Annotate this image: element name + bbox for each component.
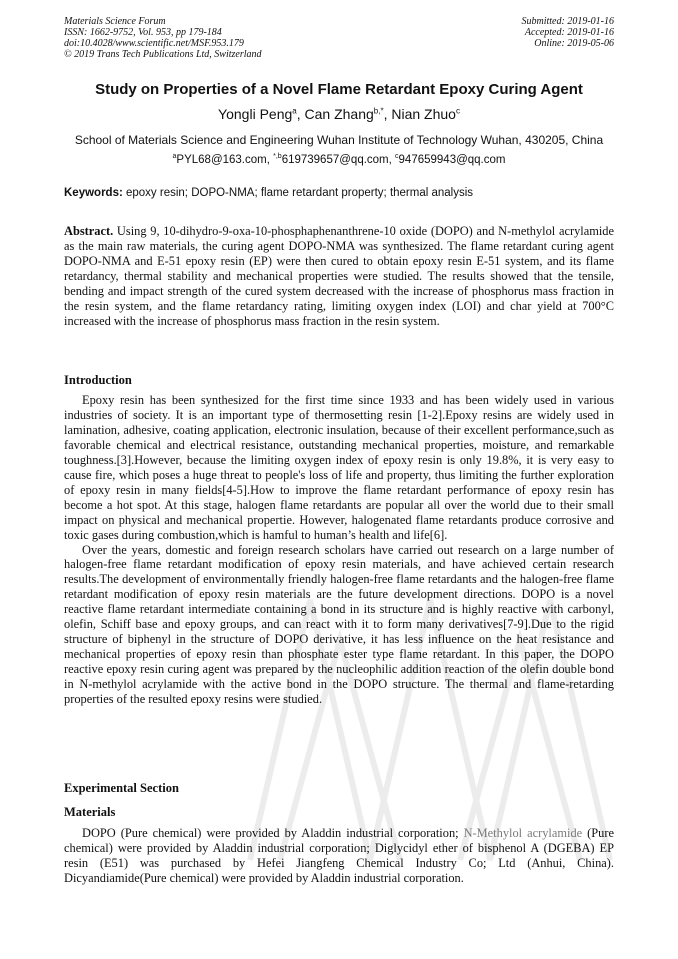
email-list xyxy=(40,153,638,166)
author-name: Yongli Peng xyxy=(218,106,293,122)
accepted-date: Accepted: 2019-01-16 xyxy=(524,27,614,38)
author-superscript: b,* xyxy=(373,106,384,116)
email-superscript: c xyxy=(395,153,399,160)
introduction-body xyxy=(64,393,614,707)
highlighted-term: N-Methylol acrylamide xyxy=(463,826,583,840)
abstract-label: Abstract. xyxy=(64,224,114,238)
materials-text: DOPO (Pure chemical) were provided by Aladdin industrial corporation; xyxy=(82,826,464,840)
email-link[interactable]: PYL68@163.com xyxy=(176,153,267,166)
author-name: Can Zhang xyxy=(304,106,374,122)
introduction-heading: Introduction xyxy=(64,373,132,387)
journal-header-left xyxy=(64,16,262,60)
materials-text: (Pure chemical) were provided by Aladdin industrial corporation; Diglycidyl ether of bisphenol A (DGEBA) EP resin (E51) was purchased by Hefei Jiangfeng Chemical Industry Co; Ltd (Anhui, China). Dicyandiamide(Pure chemical) were provided by Aladdin industrial corporation. xyxy=(64,826,615,885)
email-superscript: a xyxy=(172,153,177,160)
paragraph: Over the years, domestic and foreign research scholars have carried out research on a large number of halogen-free flame retardant modification of epoxy resin materials, and have achieved certain research results.The development of environmentally friendly halogen-free flame retardants and the halogen-free flame retardant modification of epoxy resin materials are the future development directions. DOPO is a novel reactive flame retardant intermediate containing a bond in its structure and is highly reactive with carbonyl, olefin, Schiff base and epoxy groups, and can react with it to form many derivatives[7-9].Due to the rigid structure of biphenyl in the structure of DOPO derivative, it has less influence on the heat resistance and mechanical properties of epoxy resin than phosphate ester type flame retardant. In this paper, the DOPO reactive epoxy resin curing agent was prepared by the nucleophilic addition reaction of the olefin double bond in N-methylol acrylamide with the active bond in the DOPO structure. The thermal and flame-retarding properties of the resulted epoxy resins were studied. xyxy=(64,542,614,707)
paper-title: Study on Properties of a Novel Flame Retardant Epoxy Curing Agent xyxy=(95,81,583,98)
online-date: Online: 2019-05-06 xyxy=(534,38,614,49)
author-superscript: c xyxy=(455,106,460,116)
paragraph: Epoxy resin has been synthesized for the first time since 1933 and has been widely used in various industries of society. It is an important type of thermosetting resin [1-2].Epoxy resins are widely used in lamination, adhesive, coating application, electronic insulation, because of their excellent performance,such as favorable chemical and electrical resistance, outstanding mechanical properties, moisture, and remarkable toughness.[3].However, because the limiting oxygen index of epoxy resin is only 19.8%, it is very easy to cause fire, which poses a huge threat to people's loss of life and property, thus limiting the further exploration of epoxy resin in many fields[4-5].How to improve the flame retardant performance of epoxy resin has become a hot spot. At this stage, halogen flame retardants are popular all over the world due to their small impact on physical and mechanical propertie. However, halogenated flame retardants produce corrosive and toxic gases during combustion,which is hamful to human’s health and life[6]. xyxy=(64,393,614,542)
keywords-label: Keywords: xyxy=(64,187,123,199)
author-superscript: a xyxy=(292,106,297,116)
journal-name: Materials Science Forum xyxy=(64,16,166,27)
submitted-date: Submitted: 2019-01-16 xyxy=(521,16,614,27)
author-list xyxy=(40,106,638,122)
paragraph xyxy=(64,826,614,886)
copyright-line: © 2019 Trans Tech Publications Ltd, Switzerland xyxy=(64,49,262,60)
keywords-text: epoxy resin; DOPO-NMA; flame retardant property; thermal analysis xyxy=(122,187,474,199)
experimental-heading: Experimental Section xyxy=(64,781,179,795)
author-separator: , xyxy=(383,106,392,122)
email-link[interactable]: 619739657@qq.com xyxy=(281,153,389,166)
email-superscript: *,b xyxy=(273,153,282,160)
author-name: Nian Zhuo xyxy=(391,106,456,122)
keywords xyxy=(64,187,618,199)
affiliation: School of Materials Science and Engineering Wuhan Institute of Technology Wuhan, 430205, China xyxy=(74,133,604,147)
abstract-text: Using 9, 10-dihydro-9-oxa-10-phosphaphenanthrene-10 oxide (DOPO) and N-methylol acrylamide as the main raw materials, the curing agent DOPO-NMA was synthesized. The flame retardant curing agent DOPO-NMA and E-51 epoxy resin (EP) were then cured to obtain epoxy resin E-51 system, and its flame retardancy, thermal stability and mechanical properties were studied. The results showed that the tensile, bending and impact strength of the cured system decreased with the increase of phosphorus mass fraction in the resin system, and the flame retardancy rating, limiting oxygen index (LOI) and char yield at 700°C increased with the increase of phosphorus mass fraction in the resin system. xyxy=(64,224,614,328)
email-separator: , xyxy=(388,153,396,166)
author-separator: , xyxy=(296,106,305,122)
materials-body xyxy=(64,826,614,886)
journal-header-right xyxy=(522,16,615,49)
abstract xyxy=(64,224,614,329)
email-link[interactable]: 947659943@qq.com xyxy=(398,153,506,166)
issn-line: ISSN: 1662-9752, Vol. 953, pp 179-184 xyxy=(64,27,222,38)
doi-line: doi:10.4028/www.scientific.net/MSF.953.179 xyxy=(64,38,244,49)
materials-heading: Materials xyxy=(64,805,116,819)
email-separator: , xyxy=(266,153,274,166)
